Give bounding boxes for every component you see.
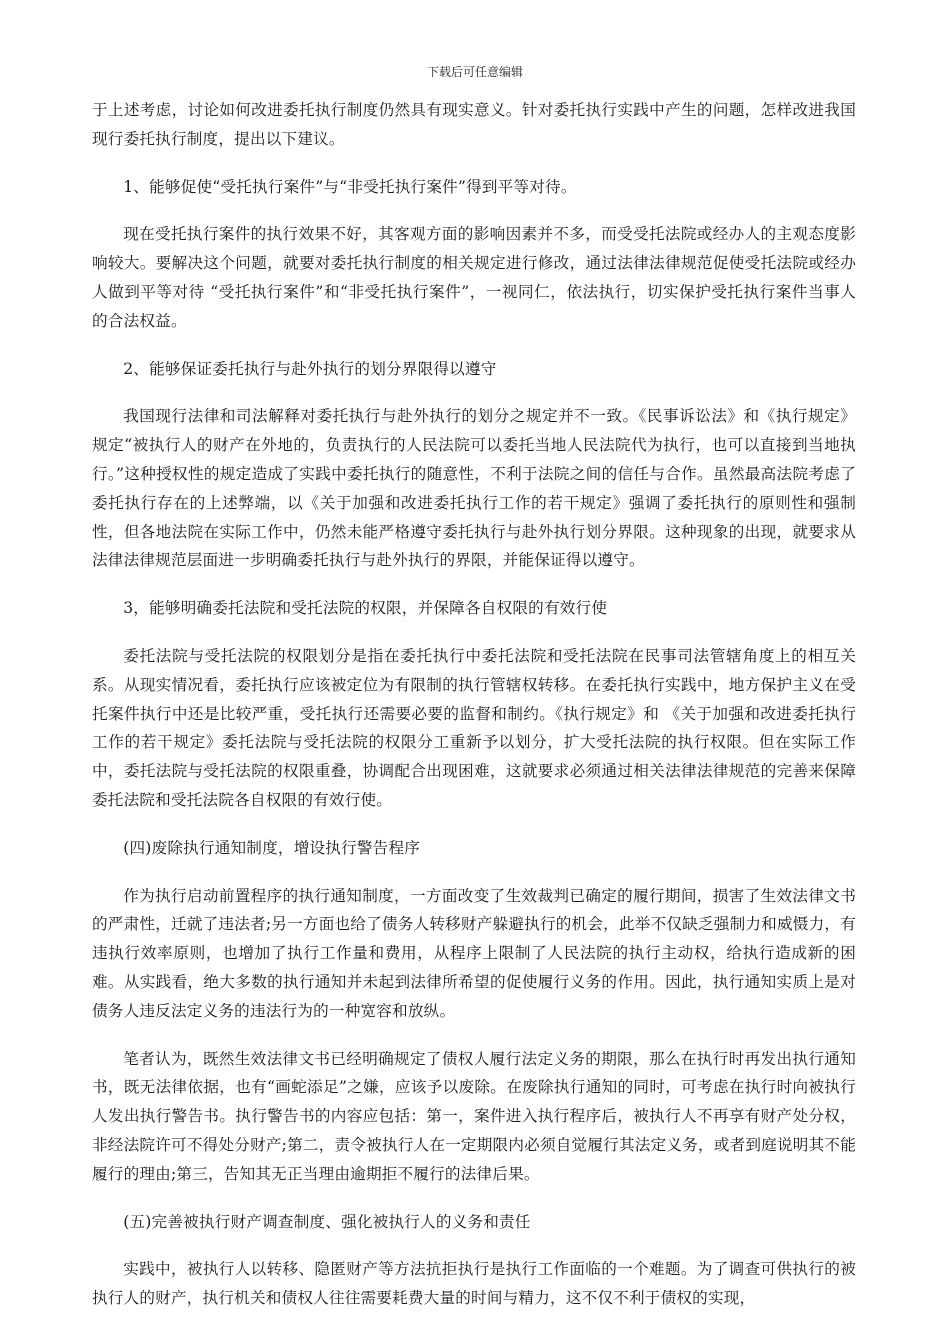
heading-section-5: (五)完善被执行财产调查制度、强化被执行人的义务和责任 [123, 1212, 531, 1231]
paragraph-point-1: 现在受托执行案件的执行效果不好，其客观方面的影响因素并不多，而受受托法院或经办人的主观态度影响较大。要解决这个问题，就要对委托执行制度的相关规定进行修改，通过法律法律规范促使受托法院或经办人做到平等对待 “受托执行案件”和“非受托执行案件”，一视同仁，依法执行，切实保护受托执行案件当事人的合法权益。 [92, 225, 856, 330]
paragraph-section-5: 实践中，被执行人以转移、隐匿财产等方法抗拒执行是执行工作面临的一个难题。为了调查可供执行的被执行人的财产，执行机关和债权人往往需要耗费大量的时间与精力，这不仅不利于债权的实现， [92, 1260, 856, 1308]
document-body [92, 96, 856, 1332]
paragraph-section-4-a: 作为执行启动前置程序的执行通知制度，一方面改变了生效裁判已确定的履行期间，损害了生效法律文书的严肃性，迁就了违法者;另一方面也给了债务人转移财产躲避执行的机会，此举不仅缺乏强制力和威慑力，有违执行效率原则，也增加了执行工作量和费用，从程序上限制了人民法院的执行主动权，给执行造成新的困难。从实践看，绝大多数的执行通知并未起到法律所希望的促使履行义务的作用。因此，执行通知实质上是对债务人违反法定义务的违法行为的一种宽容和放纵。 [92, 886, 856, 1020]
heading-section-4: (四)废除执行通知制度，增设执行警告程序 [123, 838, 421, 857]
heading-point-3: 3，能够明确委托法院和受托法院的权限，并保障各自权限的有效行使 [123, 599, 608, 618]
heading-point-2: 2、能够保证委托执行与赴外执行的划分界限得以遵守 [123, 359, 497, 378]
paragraph-point-2: 我国现行法律和司法解释对委托执行与赴外执行的划分之规定并不一致。《民事诉讼法》和《执行规定》规定“被执行人的财产在外地的，负责执行的人民法院可以委托当地人民法院代为执行，也可以直接到当地执行。”这种授权性的规定造成了实践中委托执行的随意性，不利于法院之间的信任与合作。虽然最高法院考虑了委托执行存在的上述弊端，以《关于加强和改进委托执行工作的若干规定》强调了委托执行的原则性和强制性，但各地法院在实际工作中，仍然未能严格遵守委托执行与赴外执行划分界限。这种现象的出现，就要求从法律法律规范层面进一步明确委托执行与赴外执行的界限，并能保证得以遵守。 [92, 407, 856, 570]
paragraph-intro: 于上述考虑，讨论如何改进委托执行制度仍然具有现实意义。针对委托执行实践中产生的问题，怎样改进我国现行委托执行制度，提出以下建议。 [92, 101, 856, 148]
paragraph-point-3: 委托法院与受托法院的权限划分是指在委托执行中委托法院和受托法院在民事司法管辖角度上的相互关系。从现实情况看，委托执行应该被定位为有限制的执行管辖权转移。在委托执行实践中，地方保护主义在受托案件执行中还是比较严重，受托执行还需要必要的监督和制约。《执行规定》和 《关于加强和改进委托执行工作的若干规定》委托法院与受托法院的权限分工重新予以划分，扩大受托法院的执行权限。但在实际工作中，委托法院与受托法院的权限重叠，协调配合出现困难，这就要求必须通过相关法律法律规范的完善来保障委托法院和受托法院各自权限的有效行使。 [92, 646, 856, 809]
heading-point-1: 1、能够促使“受托执行案件”与“非受托执行案件”得到平等对待。 [123, 177, 577, 196]
paragraph-section-4-b: 笔者认为，既然生效法律文书已经明确规定了债权人履行法定义务的期限，那么在执行时再发出执行通知书，既无法律依据，也有“画蛇添足”之嫌，应该予以废除。在废除执行通知的同时，可考虑在执行时向被执行人发出执行警告书。执行警告书的内容应包括：第一，案件进入执行程序后，被执行人不再享有财产处分权，非经法院许可不得处分财产;第二，责令被执行人在一定期限内必须自觉履行其法定义务，或者到庭说明其不能履行的理由;第三，告知其无正当理由逾期拒不履行的法律后果。 [92, 1049, 856, 1183]
page-header-note: 下载后可任意编辑 [426, 65, 523, 79]
